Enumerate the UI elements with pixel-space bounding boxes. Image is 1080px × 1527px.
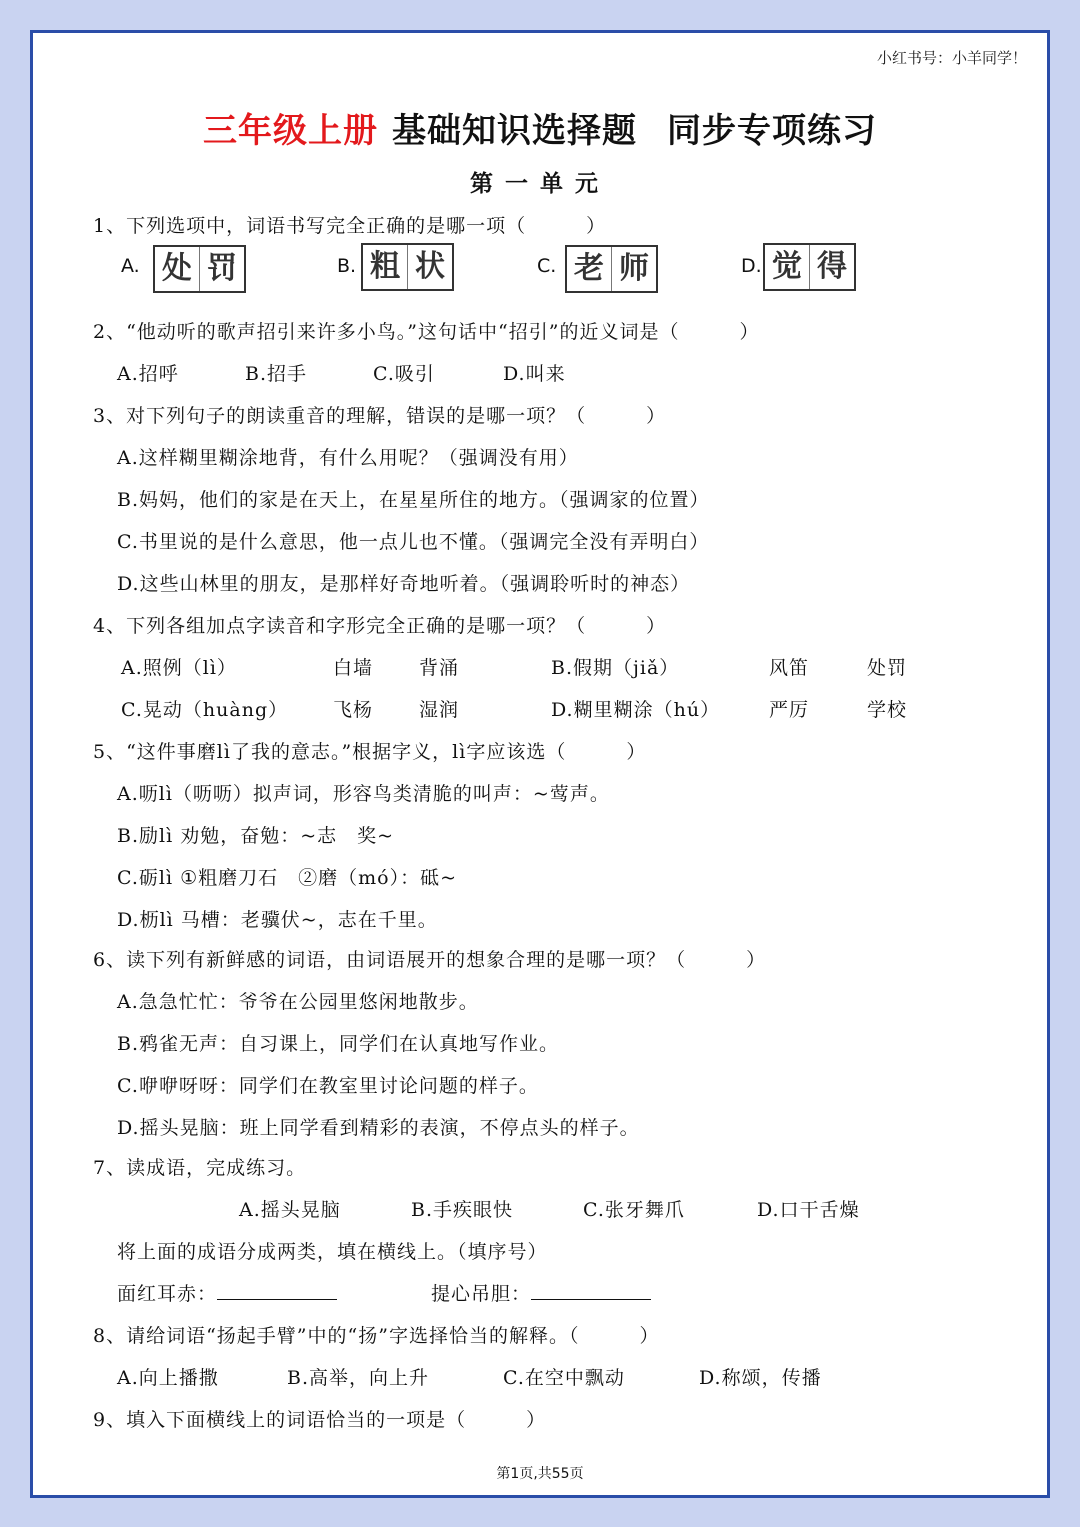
- q3-option-c: C.书里说的是什么意思，他一点儿也不懂。（强调完全没有弄明白）: [117, 531, 710, 553]
- q1-b-char2: 状: [415, 249, 445, 284]
- q7-stem: 7、读成语，完成练习。: [93, 1157, 307, 1179]
- q6-option-b: B.鸦雀无声：自习课上，同学们在认真地写作业。: [117, 1033, 560, 1055]
- q9-stem: 9、填入下面横线上的词语恰当的一项是（ ）: [93, 1409, 547, 1431]
- q2-option-d: D.叫来: [503, 363, 566, 385]
- q4-row2-d: D.糊里糊涂（hú）: [551, 699, 721, 721]
- q7-category-2-label: 提心吊胆：: [431, 1283, 532, 1305]
- q7-category-1: [117, 1279, 337, 1306]
- q5-option-a: A.呖lì（呖呖）拟声词，形容鸟类清脆的叫声：~莺声。: [117, 783, 610, 805]
- q1-a-char2: 罚: [207, 251, 237, 286]
- q2-stem: 2、“他动听的歌声招引来许多小鸟。”这句话中“招引”的近义词是（ ）: [93, 321, 760, 343]
- q1-option-d-label: D.: [741, 255, 762, 277]
- q1-d-char2: 得: [817, 249, 847, 284]
- q7-category-1-blank[interactable]: [217, 1281, 337, 1300]
- q1-a-char1: 处: [155, 247, 200, 291]
- q4-row2-word3: 严厉: [769, 699, 810, 721]
- q6-option-d: D.摇头晃脑：班上同学看到精彩的表演，不停点头的样子。: [117, 1117, 640, 1139]
- page-number: 第1页,共55页: [496, 1466, 584, 1482]
- q7-option-b: B.手疾眼快: [411, 1199, 514, 1221]
- q4-row2-word2: 湿润: [419, 699, 460, 721]
- q5-option-b: B.励lì 劝勉，奋勉：~志 奖~: [117, 825, 395, 847]
- q7-category-2-blank[interactable]: [531, 1281, 651, 1300]
- q1-option-a-box: [153, 245, 246, 293]
- q4-row2-word1: 飞杨: [333, 699, 374, 721]
- q1-option-c-box: [565, 245, 658, 293]
- q1-option-a-label: A.: [121, 255, 140, 277]
- q7-option-a: A.摇头晃脑: [239, 1199, 341, 1221]
- q8-option-b: B.高举，向上升: [287, 1367, 430, 1389]
- title-subtitle: 同步专项练习: [667, 111, 877, 151]
- q1-option-b-box: [361, 243, 454, 291]
- q5-option-d: D.枥lì 马槽：老骥伏~，志在千里。: [117, 909, 438, 931]
- q7-instruction: 将上面的成语分成两类，填在横线上。（填序号）: [117, 1241, 548, 1263]
- q8-option-d: D.称颂，传播: [699, 1367, 822, 1389]
- q4-row1-word3: 风笛: [769, 657, 810, 679]
- q4-row1-word4: 处罚: [867, 657, 908, 679]
- q1-b-char1: 粗: [363, 245, 408, 289]
- q3-stem: 3、对下列句子的朗读重音的理解，错误的是哪一项？（ ）: [93, 405, 667, 427]
- page-title: [33, 103, 1047, 152]
- q1-option-b-label: B.: [337, 255, 357, 277]
- q5-stem: 5、“这件事磨lì了我的意志。”根据字义，lì字应该选（ ）: [93, 741, 647, 763]
- q3-option-a: A.这样糊里糊涂地背，有什么用呢？（强调没有用）: [117, 447, 579, 469]
- q2-option-c: C.吸引: [373, 363, 435, 385]
- q4-row1-word1: 白墙: [333, 657, 374, 679]
- q4-row1-a: A.照例（lì）: [121, 657, 237, 679]
- q4-row2-c: C.晃动（huàng）: [121, 699, 289, 721]
- q8-option-a: A.向上播撒: [117, 1367, 219, 1389]
- q1-option-d-box: [763, 243, 856, 291]
- q7-option-c: C.张牙舞爪: [583, 1199, 685, 1221]
- q4-row1-b: B.假期（jiǎ）: [551, 657, 680, 679]
- q7-option-d: D.口干舌燥: [757, 1199, 860, 1221]
- q8-option-c: C.在空中飘动: [503, 1367, 625, 1389]
- q3-option-b: B.妈妈，他们的家是在天上，在星星所住的地方。（强调家的位置）: [117, 489, 710, 511]
- q4-row1-word2: 背涌: [419, 657, 460, 679]
- title-topic: 基础知识选择题: [392, 111, 637, 151]
- q4-stem: 4、下列各组加点字读音和字形完全正确的是哪一项？（ ）: [93, 615, 667, 637]
- title-grade: 三年级上册: [203, 111, 378, 151]
- q6-option-a: A.急急忙忙：爷爷在公园里悠闲地散步。: [117, 991, 479, 1013]
- q1-d-char1: 觉: [765, 245, 810, 289]
- q8-stem: 8、请给词语“扬起手臂”中的“扬”字选择恰当的解释。（ ）: [93, 1325, 660, 1347]
- q1-c-char2: 师: [619, 251, 649, 286]
- q5-option-c: C.砺lì ①粗磨刀石 ②磨（mó）：砥~: [117, 867, 458, 889]
- q1-stem: 1、下列选项中，词语书写完全正确的是哪一项（ ）: [93, 215, 607, 237]
- q7-category-1-label: 面红耳赤：: [117, 1283, 218, 1305]
- q4-row2-word4: 学校: [867, 699, 908, 721]
- q3-option-d: D.这些山林里的朋友，是那样好奇地听着。（强调聆听时的神态）: [117, 573, 691, 595]
- q6-option-c: C.咿咿呀呀：同学们在教室里讨论问题的样子。: [117, 1075, 539, 1097]
- q2-option-b: B.招手: [245, 363, 308, 385]
- q1-c-char1: 老: [567, 247, 612, 291]
- worksheet-page: [30, 30, 1050, 1498]
- watermark: 小红书号：小羊同学！: [876, 49, 1027, 67]
- q2-option-a: A.招呼: [117, 363, 179, 385]
- q6-stem: 6、读下列有新鲜感的词语，由词语展开的想象合理的是哪一项？（ ）: [93, 949, 767, 971]
- q1-option-c-label: C.: [537, 255, 557, 277]
- q7-category-2: [431, 1279, 651, 1306]
- unit-heading: 第一单元: [470, 171, 610, 197]
